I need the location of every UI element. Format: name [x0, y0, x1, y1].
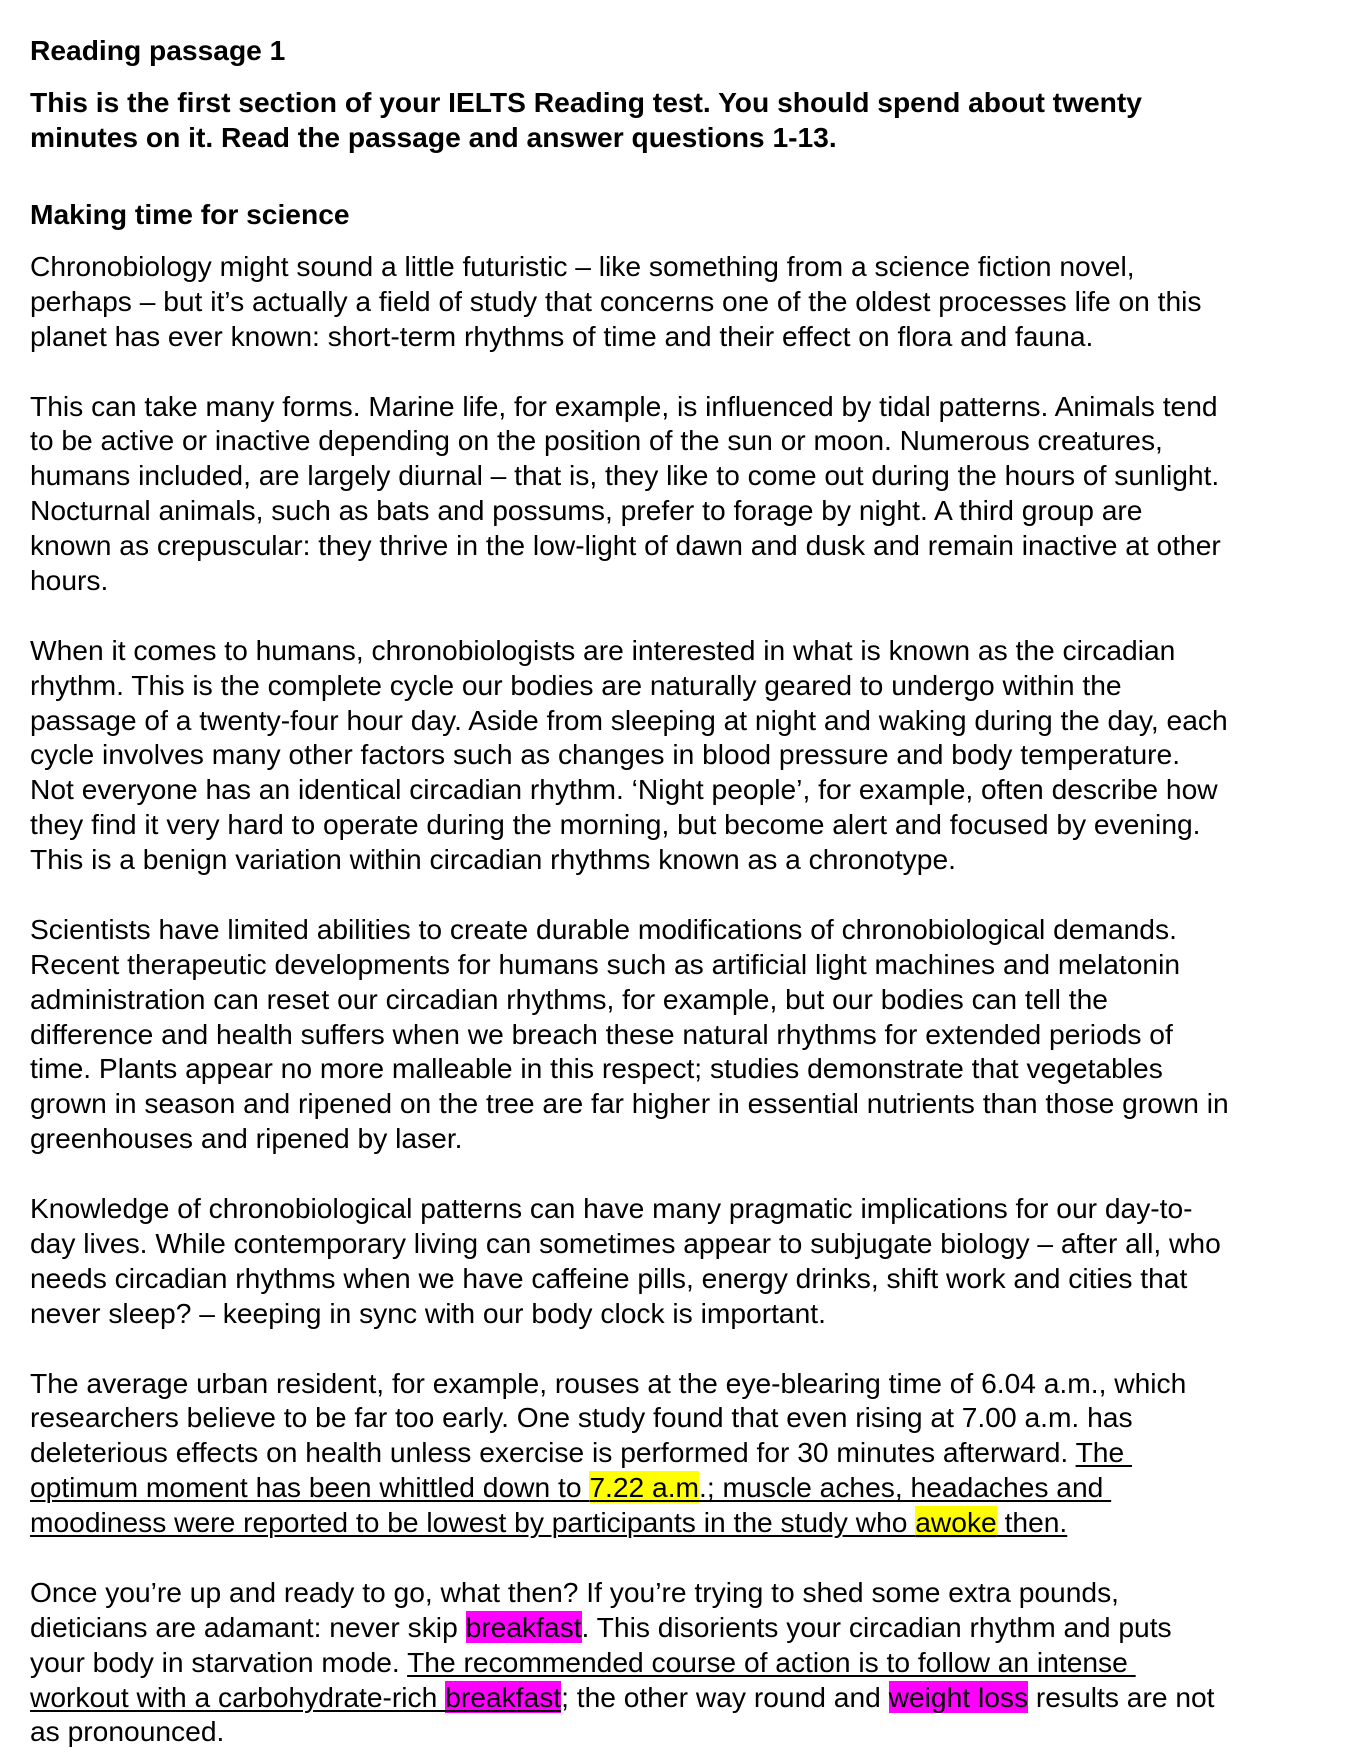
underlined-text: moodiness were reported to be lowest by participants in the study who	[30, 1506, 916, 1539]
text-run: dieticians are adamant: never skip	[30, 1610, 466, 1643]
paragraph-line: humans included, are largely diurnal – that is, they like to come out during the hours of sunlight.	[30, 459, 1220, 492]
paragraph-4	[30, 912, 1229, 1156]
paragraph-line: Scientists have limited abilities to create durable modifications of chronobiological demands.	[30, 912, 1177, 945]
article-heading: Making time for science	[30, 198, 350, 230]
paragraph-line: When it comes to humans, chronobiologists are interested in what is known as the circadian	[30, 633, 1176, 666]
highlight-yellow: 7.22 a.m	[589, 1471, 700, 1504]
paragraph-line: as pronounced.	[30, 1715, 225, 1748]
paragraph-line: perhaps – but it’s actually a field of study that concerns one of the oldest processes life on this	[30, 284, 1202, 317]
underlined-text: then.	[996, 1506, 1068, 1539]
paragraph-line: This can take many forms. Marine life, for example, is influenced by tidal patterns. Animals tend	[30, 389, 1218, 422]
highlight-magenta: breakfast	[465, 1610, 582, 1643]
paragraph-line	[30, 1505, 1229, 1540]
underlined-text: workout with a carbohydrate-rich	[30, 1680, 446, 1713]
paragraph-line: to be active or inactive depending on the position of the sun or moon. Numerous creatures,	[30, 424, 1163, 457]
text-run: results are not	[1028, 1680, 1215, 1713]
paragraph-line	[30, 1645, 1229, 1680]
paragraph-line: Nocturnal animals, such as bats and possums, prefer to forage by night. A third group are	[30, 494, 1143, 527]
paragraph-line: never sleep? – keeping in sync with our body clock is important.	[30, 1296, 826, 1329]
paragraph-5	[30, 1191, 1229, 1331]
instructions	[30, 85, 1142, 155]
text-run: your body in starvation mode.	[30, 1645, 408, 1678]
underlined-text: The recommended course of action is to follow an intense	[407, 1645, 1136, 1678]
highlight-magenta: breakfast	[445, 1680, 562, 1713]
paragraph-line: cycle involves many other factors such as changes in blood pressure and body temperature.	[30, 738, 1181, 771]
paragraph-line: needs circadian rhythms when we have caffeine pills, energy drinks, shift work and cities that	[30, 1261, 1188, 1294]
paragraph-line: rhythm. This is the complete cycle our bodies are naturally geared to undergo within the	[30, 668, 1122, 701]
paragraph-line: administration can reset our circadian rhythms, for example, but our bodies can tell the	[30, 982, 1108, 1015]
paragraph-line	[30, 1680, 1229, 1715]
paragraph-gap	[30, 598, 1229, 633]
text-run: ; the other way round and	[561, 1680, 889, 1713]
paragraph-gap	[30, 877, 1229, 912]
text-run: . This disorients your circadian rhythm and puts	[581, 1610, 1172, 1643]
paragraph-line: known as crepuscular: they thrive in the low-light of dawn and dusk and remain inactive at other	[30, 529, 1221, 562]
paragraph-line: day lives. While contemporary living can sometimes appear to subjugate biology – after all, who	[30, 1226, 1221, 1259]
underlined-text: .; muscle aches, headaches and	[699, 1471, 1112, 1504]
paragraph-line	[30, 1470, 1229, 1505]
paragraph-line: Chronobiology might sound a little futuristic – like something from a science fiction novel,	[30, 250, 1135, 282]
paragraph-line	[30, 1435, 1229, 1470]
paragraph-line: Once you’re up and ready to go, what then? If you’re trying to shed some extra pounds,	[30, 1575, 1120, 1608]
paragraph-1	[30, 249, 1229, 354]
paragraph-line: passage of a twenty-four hour day. Aside from sleeping at night and waking during the day, each	[30, 703, 1228, 736]
paragraph-line: Knowledge of chronobiological patterns can have many pragmatic implications for our day-to-	[30, 1192, 1193, 1225]
paragraph-gap	[30, 1156, 1229, 1191]
article-body	[30, 249, 1229, 1749]
passage-title: Reading passage 1	[30, 34, 286, 66]
paragraph-6	[30, 1366, 1229, 1540]
paragraph-7	[30, 1575, 1229, 1749]
paragraph-line: time. Plants appear no more malleable in this respect; studies demonstrate that vegetables	[30, 1052, 1163, 1085]
paragraph-3	[30, 633, 1229, 877]
paragraph-line: greenhouses and ripened by laser.	[30, 1122, 463, 1155]
paragraph-gap	[30, 1331, 1229, 1366]
paragraph-line	[30, 1610, 1229, 1645]
paragraph-line: researchers believe to be far too early. One study found that even rising at 7.00 a.m. has	[30, 1401, 1133, 1434]
paragraph-line: they find it very hard to operate during the morning, but become alert and focused by evening.	[30, 808, 1201, 841]
paragraph-line: hours.	[30, 564, 109, 597]
paragraph-2	[30, 389, 1229, 598]
paragraph-line: Not everyone has an identical circadian rhythm. ‘Night people’, for example, often describe how	[30, 773, 1218, 806]
underlined-text: The	[1075, 1436, 1132, 1469]
underlined-text: optimum moment has been whittled down to	[30, 1471, 590, 1504]
paragraph-line: This is a benign variation within circadian rhythms known as a chronotype.	[30, 843, 956, 876]
instructions-line: This is the first section of your IELTS Reading test. You should spend about twenty	[30, 86, 1142, 118]
paragraph-line: The average urban resident, for example, rouses at the eye-blearing time of 6.04 a.m., which	[30, 1366, 1187, 1399]
paragraph-line: grown in season and ripened on the tree are far higher in essential nutrients than those grown in	[30, 1087, 1229, 1120]
paragraph-gap	[30, 354, 1229, 389]
instructions-line: minutes on it. Read the passage and answer questions 1-13.	[30, 120, 837, 153]
paragraph-line: Recent therapeutic developments for humans such as artificial light machines and melatonin	[30, 947, 1181, 980]
paragraph-gap	[30, 1540, 1229, 1575]
highlight-magenta: weight loss	[888, 1680, 1029, 1713]
highlight-yellow: awoke	[915, 1506, 997, 1539]
paragraph-line: planet has ever known: short-term rhythms of time and their effect on flora and fauna.	[30, 319, 1094, 352]
text-run: deleterious effects on health unless exercise is performed for 30 minutes afterward.	[30, 1436, 1076, 1469]
paragraph-line: difference and health suffers when we breach these natural rhythms for extended periods of	[30, 1017, 1173, 1050]
